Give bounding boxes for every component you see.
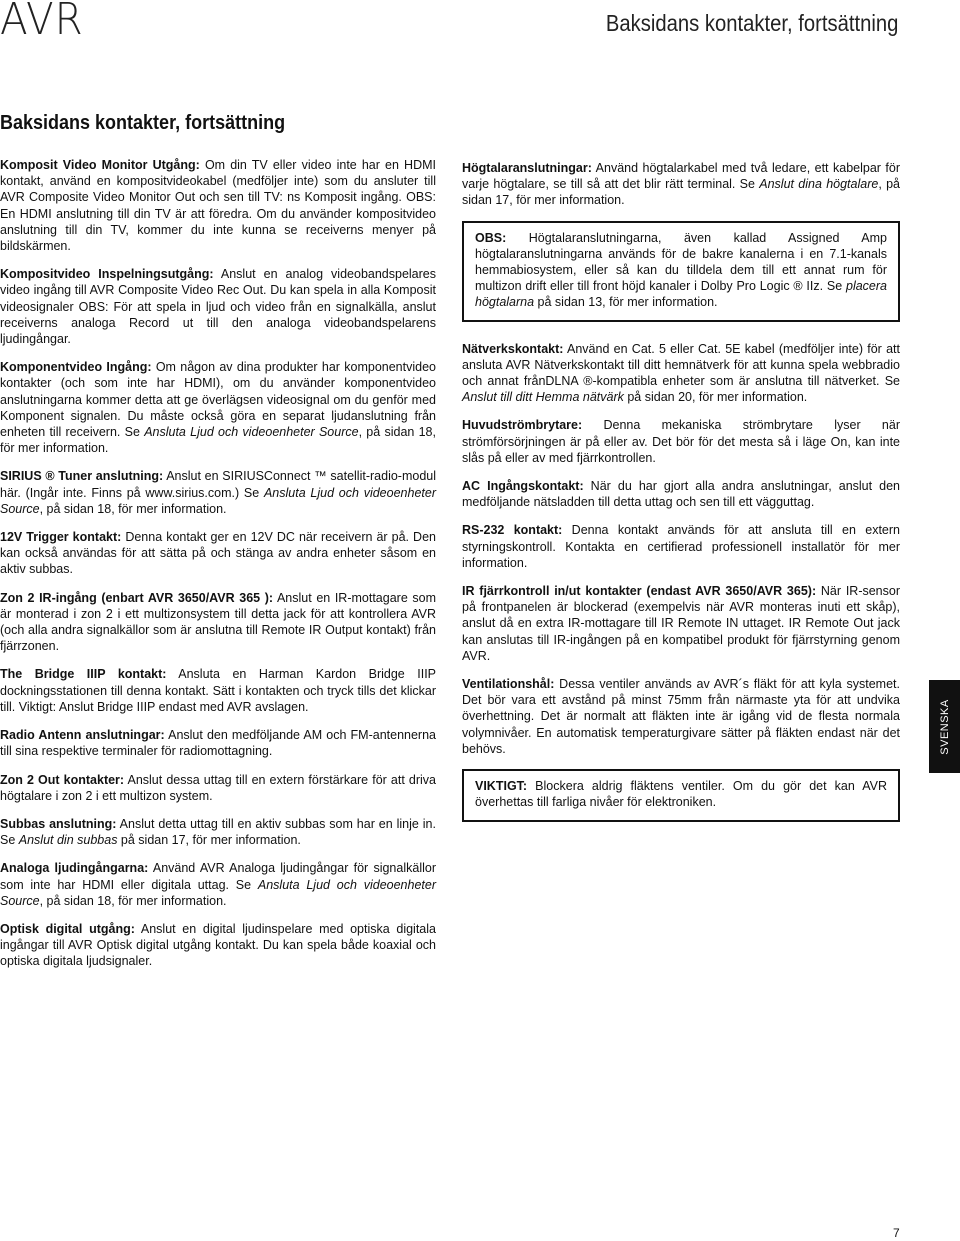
- paragraph-label: SIRIUS ® Tuner anslutning:: [0, 469, 164, 484]
- cross-reference: Ansluta Ljud och videoenheter Source: [0, 485, 436, 516]
- paragraph-text: Anslut en SIRIUSConnect ™ satellit-radio-modul här. (Ingår inte. Finns på www.sirius.com.) Se: [0, 469, 437, 500]
- paragraph-label: 12V Trigger kontakt:: [0, 530, 122, 545]
- connector-paragraph: [0, 727, 436, 759]
- connector-paragraph: [462, 478, 900, 510]
- paragraph-text: Använd en Cat. 5 eller Cat. 5E kabel (medföljer inte) för att ansluta AVR Nätverkskontakt till ditt hemnätverk för att kunna spela webbradio och annat frånDLNA ®-kompatibla enheter som är anslutna till nätverket. Se: [462, 341, 900, 389]
- paragraph-text: Anslut detta uttag till en aktiv subbas som har en linje in. Se: [0, 816, 436, 848]
- paragraph-text-tail: , på sidan 18, för mer information.: [39, 893, 227, 908]
- connector-paragraph: [0, 921, 436, 970]
- connector-paragraph: [0, 266, 436, 347]
- language-tab-label: SVENSKA: [938, 698, 951, 755]
- paragraph-text: Använd högtalarkabel med två ledare, ett kabelpar för varje högtalare, se till så att det blir rätt terminal. Se: [462, 161, 900, 192]
- right-column: [462, 160, 900, 841]
- paragraph-text: Denna mekaniska strömbrytare lyser när strömförsörjningen är på eller av. Det bör för det mesta så i läge On, kan inte slås på eller av med fjärrkontrollen.: [462, 418, 900, 465]
- connector-paragraph: [0, 772, 436, 804]
- connector-paragraph: [0, 860, 436, 909]
- paragraph-text: Dessa ventiler används av AVR´s fläkt för att kyla systemet. Det bör vara ett avstånd på minst 75mm från närmaste yta för att undvika överhettning. Det är normalt att fläkten inte är igång vid de flesta normala volymnivåer. En automatisk temperaturgivare sätter på fläkten endast när det behövs.: [462, 677, 900, 756]
- paragraph-text: Anslut dessa uttag till en extern förstärkare för att driva högtalare i zon 2 i ett multizon system.: [0, 772, 436, 803]
- paragraph-label: Komposit Video Monitor Utgång:: [0, 158, 200, 172]
- connector-paragraph: [0, 529, 436, 578]
- paragraph-text: När du har gjort alla andra anslutningar, anslut den medföljande nätsladden till detta uttag och sen till ett vägguttag.: [462, 479, 900, 510]
- paragraph-label: Nätverkskontakt:: [462, 341, 564, 356]
- paragraph-text-tail: , på sidan 17, för mer information.: [462, 177, 900, 208]
- connector-paragraph: [0, 468, 436, 517]
- language-tab: [929, 680, 960, 773]
- paragraph-label: Zon 2 Out kontakter:: [0, 772, 125, 787]
- cross-reference: Anslut till ditt Hemma nätvärk: [462, 390, 624, 405]
- cross-reference: placera högtalarna: [475, 279, 887, 310]
- paragraph-text: Ansluta en Harman Kardon Bridge IIIP dockningsstationen till denna kontakt. Sätt i kontakten och tryck tills det klickar till. Viktigt: Anslut Bridge IIIP endast med AVR avslagen.: [0, 667, 436, 714]
- connector-paragraph: [0, 590, 436, 655]
- section-title: Baksidans kontakter, fortsättning: [0, 112, 286, 134]
- paragraph-label: IR fjärrkontroll in/ut kontakter (endast AVR 3650/AVR 365):: [462, 584, 817, 599]
- connector-paragraph: [0, 359, 436, 456]
- connector-paragraph: [462, 160, 900, 209]
- cross-reference: Anslut dina högtalare: [759, 177, 879, 192]
- paragraph-label: AC Ingångskontakt:: [462, 479, 584, 494]
- cross-reference: Ansluta Ljud och videoenheter Source: [144, 425, 359, 440]
- brand-logo: AVR: [0, 0, 84, 45]
- paragraph-text: Anslut en digital ljudinspelare med optiska digitala ingångar till AVR Optisk digital utgång kontakt. Du kan spela både koaxial och optiska digitala ljudsignaler.: [0, 921, 436, 969]
- paragraph-text: Denna kontakt används för att ansluta till en extern styrningskontroll. Kontakta en certifierad professionell installatör för mer information.: [462, 523, 900, 570]
- paragraph-text-tail: på sidan 13, för mer information.: [534, 295, 718, 310]
- connector-paragraph: [0, 666, 436, 715]
- paragraph-text-tail: , på sidan 18, för mer information.: [0, 425, 436, 456]
- paragraph-label: Kompositvideo Inspelningsutgång:: [0, 267, 214, 282]
- paragraph-text: Om din TV eller video inte har en HDMI kontakt, använd en kompositvideokabel (medföljer inte) som du ansluter till AVR Composite Video Monitor Out och sen till TV: ns Komposit ingång. OBS: En HDMI anslutning till din TV är att föredra. Om du använder kompositvideo anslutning till din TV, kommer du inte kunna se receiverns menyer på bildskärmen.: [0, 158, 436, 254]
- cross-reference: Ansluta Ljud och videoenheter Source: [0, 877, 436, 908]
- paragraph-label: The Bridge IIIP kontakt:: [0, 667, 167, 682]
- paragraph-text: Blockera aldrig fläktens ventiler. Om du gör det kan AVR överhettas till farliga nivåer för elektroniken.: [475, 779, 887, 810]
- connector-paragraph: [0, 157, 436, 254]
- paragraph-text-tail: , på sidan 18, för mer information.: [39, 501, 227, 516]
- paragraph-label: VIKTIGT:: [475, 779, 528, 794]
- paragraph-label: Ventilationshål:: [462, 677, 555, 692]
- connector-paragraph: [462, 341, 900, 406]
- paragraph-text: Högtalaranslutningarna, även kallad Assigned Amp högtalaranslutningarna används för de bakre kanalerna i en 7.1-kanals hemmabiosystem, eller så kan du tilldela dem till ett annat rum för multizon drift eller till front höjd kanaler i Dolby Pro Logic ® IIz. Se: [475, 230, 887, 294]
- connector-paragraph: [0, 816, 436, 848]
- paragraph-text: Anslut en analog videobandspelares video ingång till AVR Composite Video Rec Out. Du kan spela in alla Komposit videosignaler OBS: För att spela in ljud och video från en signalkälla, anslut receiverns analoga Record ut till den analoga videobandspelarens ljudingångar.: [0, 267, 436, 347]
- paragraph-label: OBS:: [475, 230, 507, 245]
- note-box: [462, 221, 900, 322]
- paragraph-label: Komponentvideo Ingång:: [0, 360, 152, 375]
- note-box: [462, 769, 900, 821]
- paragraph-text-tail: på sidan 17, för mer information.: [117, 833, 301, 848]
- connector-paragraph: [462, 417, 900, 466]
- connector-paragraph: [462, 522, 900, 571]
- paragraph-label: Radio Antenn anslutningar:: [0, 728, 165, 743]
- paragraph-text: Anslut en IR-mottagare som är monterad i zon 2 i ett multizonsystem till detta jack för att kontrollera AVR (och alla andra signalkällor som är anslutna till Remote IR Output kontakt) från fjärrzonen.: [0, 590, 436, 654]
- paragraph-label: RS-232 kontakt:: [462, 523, 563, 538]
- paragraph-label: Huvudströmbrytare:: [462, 418, 583, 433]
- paragraph-text: Använd AVR Analoga ljudingångar för signalkällor som inte har HDMI eller digitala uttag. Se: [0, 861, 436, 892]
- paragraph-label: Högtalaranslutningar:: [462, 161, 592, 175]
- cross-reference: Anslut din subbas: [18, 833, 118, 848]
- left-column: [0, 157, 436, 982]
- paragraph-label: Optisk digital utgång:: [0, 921, 135, 936]
- paragraph-text-tail: på sidan 20, för mer information.: [623, 390, 808, 405]
- paragraph-label: Zon 2 IR-ingång (enbart AVR 3650/AVR 365 ):: [0, 590, 274, 605]
- paragraph-text: Denna kontakt ger en 12V DC när receivern är på. Den kan också användas för att sätta på och stänga av andra enheter såsom en aktiv subbas.: [0, 530, 436, 577]
- paragraph-label: Subbas anslutning:: [0, 816, 117, 831]
- header-title: Baksidans kontakter, fortsättning: [605, 10, 898, 36]
- connector-paragraph: [462, 583, 900, 664]
- connector-paragraph: [462, 676, 900, 757]
- paragraph-label: Analoga ljudingångarna:: [0, 861, 149, 876]
- paragraph-text: Anslut den medföljande AM och FM-antennerna till sina respektive terminaler för radiomottagning.: [0, 728, 436, 759]
- paragraph-text: Om någon av dina produkter har komponentvideo kontakter (och som inte har HDMI), om du använder komponentvideo anslutningarna kommer detta att ge överlägsen videosignal om du genför med Komponent signalen. Du måste också göra en separat ljudanslutning från enheten till receivern. Se: [0, 360, 436, 440]
- page-number: 7: [893, 1226, 900, 1240]
- paragraph-text: När IR-sensor på frontpanelen är blockerad (exempelvis när AVR monteras inuti ett skåp), anslut då en extra IR-mottagare till IR Remote IN uttaget. IR Remote Out jack kan anslutas till IR-ingången på en kompatibel produkt för fjärrstyrning genom AVR.: [462, 584, 901, 663]
